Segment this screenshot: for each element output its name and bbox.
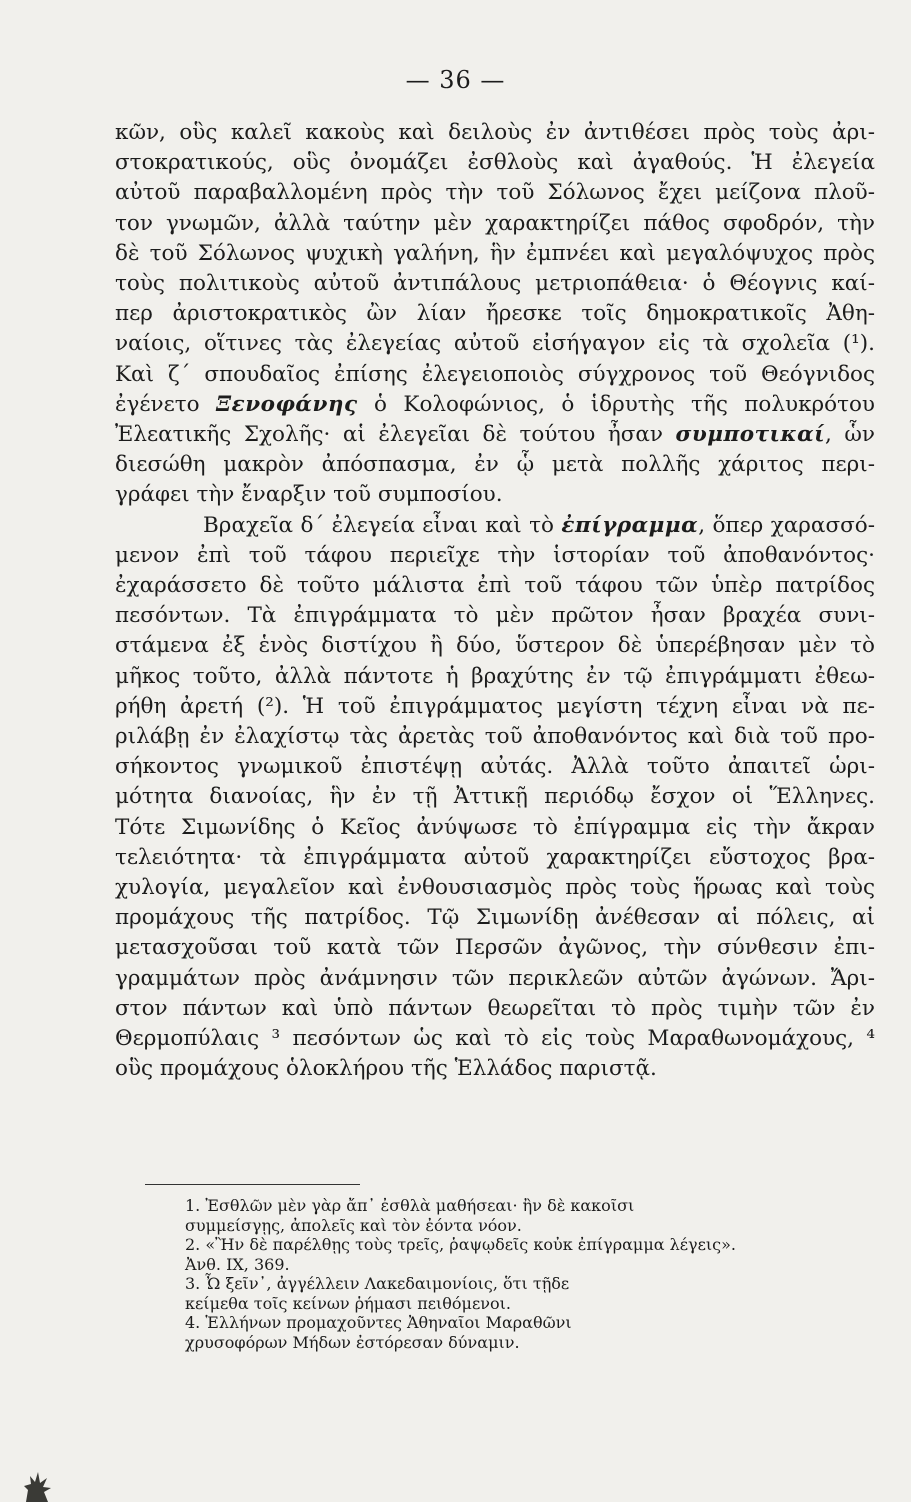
text-line: στοκρατικούς, οὓς ὀνομάζει ἐσθλοὺς καὶ ἀγαθούς. Ἡ ἐλεγεία xyxy=(115,150,875,176)
text-line: μετασχοῦσαι τοῦ κατὰ τῶν Περσῶν ἀγῶνος, τὴν σύνθεσιν ἐπι- xyxy=(115,935,875,961)
footnote-line: χρυσοφόρων Μήδων ἐστόρεσαν δύναμιν. xyxy=(185,1332,520,1352)
footnote-line: κείμεθα τοῖς κείνων ῥήμασι πειθόμενοι. xyxy=(185,1293,511,1313)
footnote-line: 2. «Ἢν δὲ παρέλθῃς τοὺς τρεῖς, ῥαψῳδεῖς κοὐκ ἐπίγραμμα λέγεις». xyxy=(185,1235,736,1254)
text-segment: Ἐλεατικῆς Σχολῆς· αἱ ἐλεγεῖαι δὲ τούτου ἦσαν xyxy=(115,422,676,448)
emphasized-term: συμποτικαί xyxy=(675,422,826,448)
footnote-divider xyxy=(145,1184,360,1185)
footnote-line: 1. Ἐσθλῶν μὲν γὰρ ἄπ᾽ ἐσθλὰ μαθήσεαι· ἢν δὲ κακοῖσι xyxy=(185,1196,635,1215)
footnote-line: 3. Ὦ ξεῖν᾽, ἀγγέλλειν Λακεδαιμονίοις, ὅτι τῇδε xyxy=(185,1274,570,1293)
text-line: στον πάντων καὶ ὑπὸ πάντων θεωρεῖται τὸ πρὸς τιμὴν τῶν ἐν xyxy=(115,995,875,1021)
text-line: γράφει τὴν ἔναρξιν τοῦ συμποσίου. xyxy=(115,482,503,508)
text-line: αὐτοῦ παραβαλλομένη πρὸς τὴν τοῦ Σόλωνος ἔχει μείζονα πλοῦ- xyxy=(115,180,875,206)
text-segment: Βραχεῖα δ΄ ἐλεγεία εἶναι καὶ τὸ xyxy=(203,512,562,538)
text-line: κῶν, οὓς καλεῖ κακοὺς καὶ δειλοὺς ἐν ἀντιθέσει πρὸς τοὺς ἀρι- xyxy=(115,120,875,145)
text-line: γραμμάτων πρὸς ἀνάμνησιν τῶν περικλεῶν αὐτῶν ἀγώνων. Ἄρι- xyxy=(115,965,875,991)
text-line: μότητα διανοίας, ἣν ἐν τῇ Ἀττικῇ περιόδῳ ἔσχον οἱ Ἕλληνες. xyxy=(115,784,875,810)
text-line: προμάχους τῆς πατρίδος. Τῷ Σιμωνίδῃ ἀνέθεσαν αἱ πόλεις, αἱ xyxy=(115,905,875,931)
footnote xyxy=(185,1235,825,1274)
text-line: ἐχαράσσετο δὲ τοῦτο μάλιστα ἐπὶ τοῦ τάφου τῶν ὑπὲρ πατρίδος xyxy=(115,573,875,599)
text-line xyxy=(115,390,875,420)
footnote-line: συμμείσγῃς, ἀπολεῖς καὶ τὸν ἐόντα νόον. xyxy=(185,1215,522,1235)
text-segment: ὁ Κολοφώνιος, ὁ ἱδρυτὴς τῆς πολυκρότου xyxy=(357,391,875,417)
text-line: Θερμοπύλαις ³ πεσόντων ὡς καὶ τὸ εἰς τοὺς Μαραθωνομάχους, ⁴ xyxy=(115,1026,875,1052)
text-segment: , ὅπερ χαρασσό- xyxy=(698,512,875,538)
footnote xyxy=(185,1313,825,1352)
text-line: τοὺς πολιτικοὺς αὐτοῦ ἀντιπάλους μετριοπάθεια· ὁ Θέογνις καί- xyxy=(115,271,875,297)
text-line: ριλάβῃ ἐν ἐλαχίστῳ τὰς ἀρετὰς τοῦ ἀποθανόντος καὶ διὰ τοῦ προ- xyxy=(115,724,875,750)
text-line: ναίοις, οἵτινες τὰς ἐλεγείας αὐτοῦ εἰσήγαγον εἰς τὰ σχολεῖα (¹). xyxy=(115,331,875,357)
footnote xyxy=(185,1274,825,1313)
main-text xyxy=(115,118,875,1085)
text-line xyxy=(115,511,875,541)
text-line: σήκοντος γνωμικοῦ ἐπιστέψῃ αὐτάς. Ἀλλὰ τοῦτο ἀπαιτεῖ ὡρι- xyxy=(115,754,875,780)
text-segment: ἐγένετο xyxy=(115,391,217,417)
text-line: δὲ τοῦ Σόλωνος ψυχικὴ γαλήνη, ἣν ἐμπνέει καὶ μεγαλόψυχος πρὸς xyxy=(115,240,875,266)
emphasized-term: ἐπίγραμμα xyxy=(561,512,699,538)
text-line: περ ἀριστοκρατικὸς ὢν λίαν ἤρεσκε τοῖς δημοκρατικοῖς Ἀθη- xyxy=(115,301,875,327)
emphasized-term: Ξενοφάνης xyxy=(216,391,358,417)
page-number: — 36 — xyxy=(405,66,506,94)
text-line: ρήθη ἀρετή (²). Ἡ τοῦ ἐπιγράμματος μεγίστη τέχνη εἶναι νὰ πε- xyxy=(115,693,875,719)
footnotes xyxy=(185,1196,825,1352)
text-line: τελειότητα· τὰ ἐπιγράμματα αὐτοῦ χαρακτηρίζει εὔστοχος βρα- xyxy=(115,844,875,870)
text-line: μενον ἐπὶ τοῦ τάφου περιεῖχε τὴν ἱστορίαν τοῦ ἀποθανόντος· xyxy=(115,542,875,568)
text-line: τον γνωμῶν, ἀλλὰ ταύτην μὲν χαρακτηρίζει πάθος σφοδρόν, τὴν xyxy=(115,210,875,236)
text-line: χυλογία, μεγαλεῖον καὶ ἐνθουσιασμὸς πρὸς τοὺς ἥρωας καὶ τοὺς xyxy=(115,875,875,901)
footnote-line: Ἀνθ. IX, 369. xyxy=(185,1254,290,1274)
text-line: διεσώθη μακρὸν ἀπόσπασμα, ἐν ᾧ μετὰ πολλῆς χάριτος περι- xyxy=(115,452,875,478)
footnote-line: 4. Ἑλλήνων προμαχοῦντες Ἀθηναῖοι Μαραθῶνι xyxy=(185,1313,572,1332)
ink-blot-icon xyxy=(18,1462,58,1502)
text-line: στάμενα ἐξ ἑνὸς διστίχου ἢ δύο, ὕστερον δὲ ὑπερέβησαν μὲν τὸ xyxy=(115,633,875,659)
text-segment: , ὧν xyxy=(825,422,875,448)
footnote xyxy=(185,1196,825,1235)
text-line xyxy=(115,420,875,450)
text-line: Καὶ ζ΄ σπουδαῖος ἐπίσης ἐλεγειοποιὸς σύγχρονος τοῦ Θεόγνιδος xyxy=(115,361,875,387)
text-line: μῆκος τοῦτο, ἀλλὰ πάντοτε ἡ βραχύτης ἐν τῷ ἐπιγράμματι ἐθεω- xyxy=(115,663,875,689)
text-line: οὓς προμάχους ὁλοκλήρου τῆς Ἑλλάδος παριστᾷ. xyxy=(115,1056,657,1082)
text-line: πεσόντων. Τὰ ἐπιγράμματα τὸ μὲν πρῶτον ἦσαν βραχέα συνι- xyxy=(115,603,875,629)
text-line: Τότε Σιμωνίδης ὁ Κεῖος ἀνύψωσε τὸ ἐπίγραμμα εἰς τὴν ἄκραν xyxy=(115,814,875,840)
